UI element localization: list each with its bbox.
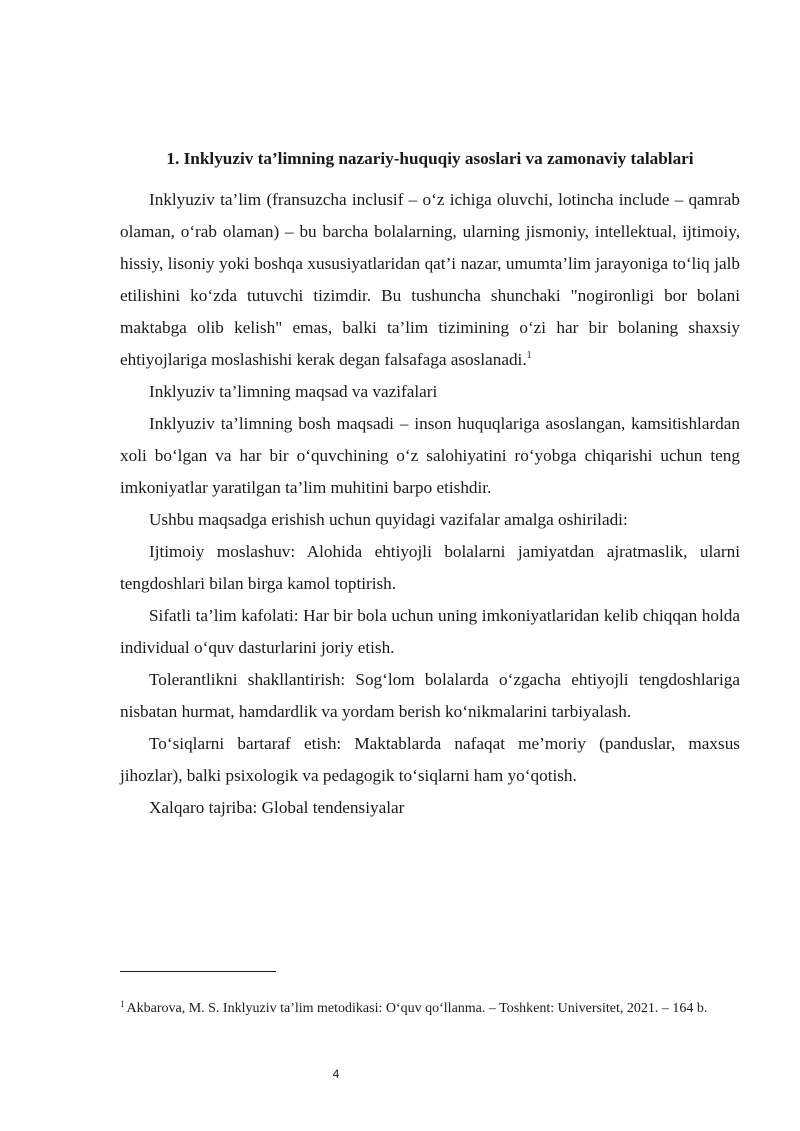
footnote bbox=[120, 998, 720, 1019]
body-text bbox=[120, 184, 740, 824]
page-number: 4 bbox=[332, 1067, 340, 1081]
paragraph-subheading: Inklyuziv ta’limning maqsad va vazifalari bbox=[149, 382, 438, 401]
paragraph-text: Inklyuziv ta’lim (fransuzcha inclusif – o‘z ichiga oluvchi, lotincha include – qamrab olaman, o‘rab olaman) – bu barcha bolalarning, ularning jismoniy, intellektual, ijtimoiy, hissiy, lisoniy yoki boshqa xususiyatlaridan qat’i nazar, umumta’lim jarayoniga to‘liq jalb etilishini ko‘zda tutuvchi tizimdir. Bu tushuncha shunchaki "nogironligi bor bolani maktabga olib kelish" emas, balki ta’lim tizimining o‘zi har bir bolaning shaxsiy ehtiyojlariga moslashishi kerak degan falsafaga asoslanadi. bbox=[120, 190, 740, 369]
section-heading: 1. Inklyuziv ta’limning nazariy-huquqiy asoslari va zamonaviy talablari bbox=[166, 149, 694, 168]
footnote-text: Akbarova, M. S. Inklyuziv ta’lim metodikasi: O‘quv qo‘llanma. – Toshkent: Universitet, 2021. – 164 b. bbox=[126, 1001, 708, 1016]
paragraph-barriers: To‘siqlarni bartaraf etish: Maktablarda nafaqat me’moriy (panduslar, maxsus jihozlar), balki psixologik va pedagogik to‘siqlarni ham yo‘qotish. bbox=[120, 734, 740, 785]
paragraph-international-experience: Xalqaro tajriba: Global tendensiyalar bbox=[149, 798, 405, 817]
footnote-marker: 1 bbox=[120, 999, 125, 1009]
paragraph-tolerance: Tolerantlikni shakllantirish: Sog‘lom bolalarda o‘zgacha ehtiyojli tengdoshlariga nisbatan hurmat, hamdardlik va yordam berish ko‘nikmalarini tarbiyalash. bbox=[120, 670, 740, 721]
paragraph-definition bbox=[120, 184, 740, 376]
paragraph-quality-guarantee: Sifatli ta’lim kafolati: Har bir bola uchun uning imkoniyatlaridan kelib chiqqan holda individual o‘quv dasturlarini joriy etish. bbox=[120, 606, 740, 657]
paragraph-tasks-intro: Ushbu maqsadga erishish uchun quyidagi vazifalar amalga oshiriladi: bbox=[149, 510, 628, 529]
paragraph-main-goal: Inklyuziv ta’limning bosh maqsadi – inson huquqlariga asoslangan, kamsitishlardan xoli bo‘lgan va har bir o‘quvchining o‘z salohiyatini ro‘yobga chiqarishi uchun teng imkoniyatlar yaratilgan ta’lim muhitini barpo etishdir. bbox=[120, 414, 740, 497]
footnote-reference[interactable]: 1 bbox=[526, 350, 532, 361]
paragraph-social-adaptation: Ijtimoiy moslashuv: Alohida ehtiyojli bolalarni jamiyatdan ajratmaslik, ularni tengdoshlari bilan birga kamol toptirish. bbox=[120, 542, 740, 593]
footnote-separator bbox=[120, 971, 276, 972]
